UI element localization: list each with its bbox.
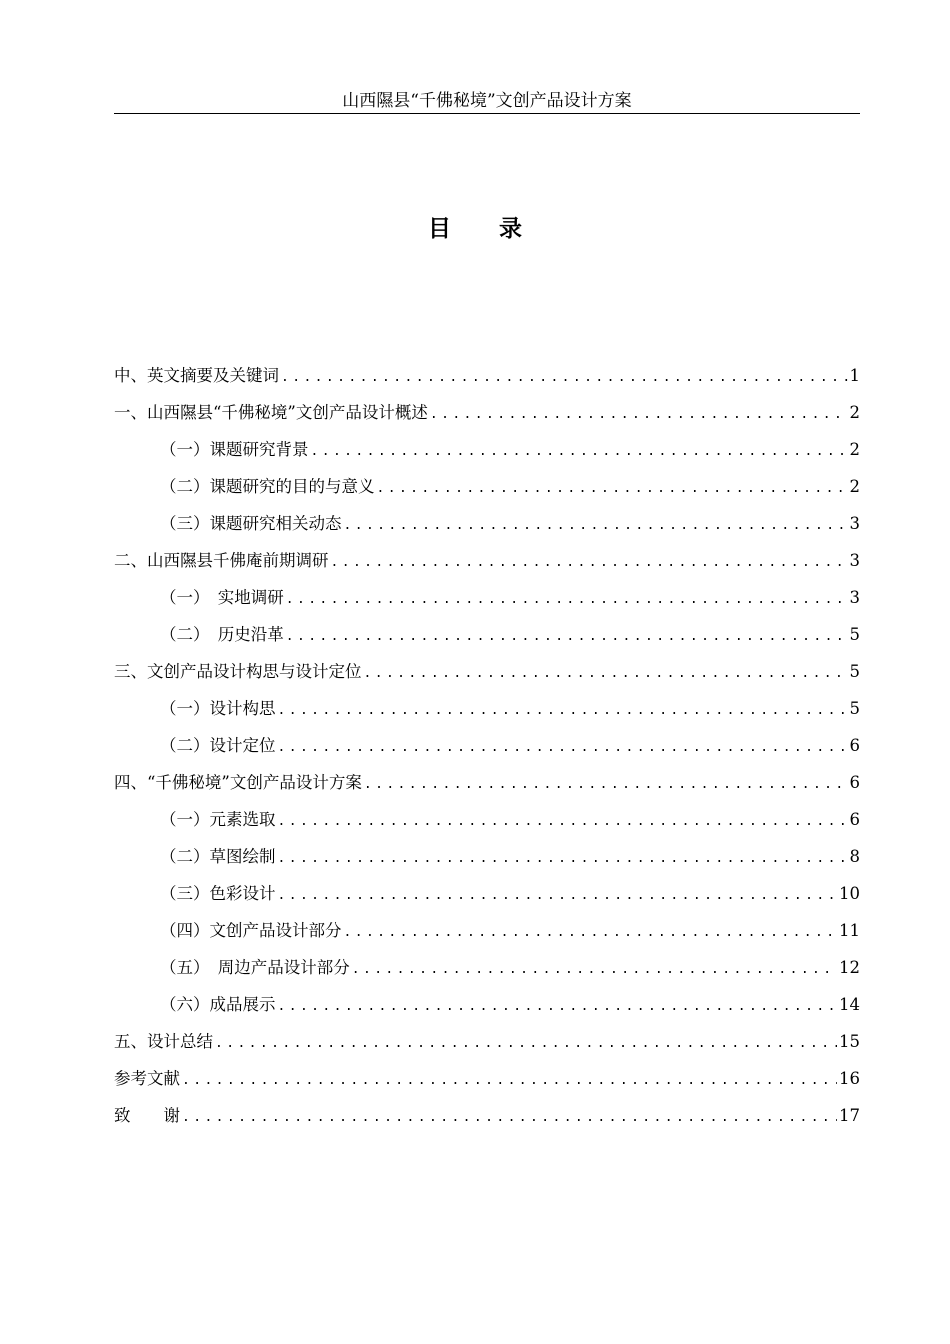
toc-dot-leader [278, 808, 848, 836]
page-header: 山西隰县“千佛秘境”文创产品设计方案 [342, 91, 632, 111]
toc-entry-label: （二）草图绘制 [160, 847, 276, 866]
toc-entry[interactable] [114, 399, 860, 436]
toc-entry-label: 二、山西隰县千佛庵前期调研 [114, 551, 329, 570]
toc-page-number: 3 [849, 551, 860, 570]
toc-entry-label: （三）色彩设计 [160, 884, 276, 903]
toc-entry-label: （六）成品展示 [160, 995, 276, 1014]
toc-title: 目录 [428, 215, 570, 242]
toc-dot-leader [331, 549, 848, 577]
toc-entry-label: 四、“千佛秘境”文创产品设计方案 [114, 773, 362, 792]
toc-dot-leader [377, 475, 848, 503]
toc-entry-label: （二）设计定位 [160, 736, 276, 755]
toc-page-number: 2 [849, 440, 860, 459]
toc-page-number: 6 [849, 810, 860, 829]
toc-dot-leader [281, 364, 848, 392]
toc-dot-leader [278, 882, 838, 910]
toc-dot-leader [430, 401, 848, 429]
toc-page-number: 5 [849, 625, 860, 644]
toc-dot-leader [286, 623, 848, 651]
toc-dot-leader [344, 919, 838, 947]
toc-dot-leader [352, 956, 837, 984]
toc-dot-leader [278, 845, 848, 873]
toc-entry-label: （三）课题研究相关动态 [160, 514, 342, 533]
toc-entry-label: （四）文创产品设计部分 [160, 921, 342, 940]
toc-entry[interactable] [114, 621, 860, 658]
toc-page-number: 2 [849, 403, 860, 422]
toc-entry-label: 五、设计总结 [114, 1032, 213, 1051]
toc-entry-label: （二）课题研究的目的与意义 [160, 477, 375, 496]
toc-page-number: 1 [849, 366, 860, 385]
toc-entry[interactable] [114, 1102, 860, 1139]
toc-page-number: 5 [849, 699, 860, 718]
toc-entry-label: （二） 历史沿革 [160, 625, 284, 644]
toc-entry[interactable] [114, 362, 860, 399]
toc-page-number: 2 [849, 477, 860, 496]
toc-entry[interactable] [114, 1065, 860, 1102]
toc-page-number: 15 [839, 1032, 860, 1051]
toc-page-number: 11 [839, 921, 860, 940]
toc-page-number: 12 [839, 958, 860, 977]
toc-dot-leader [364, 660, 848, 688]
toc-dot-leader [278, 993, 838, 1021]
toc-entry[interactable] [114, 510, 860, 547]
toc-entry[interactable] [114, 732, 860, 769]
toc-entry[interactable] [114, 473, 860, 510]
toc-entry[interactable] [114, 658, 860, 695]
toc-entry-label: （一）元素选取 [160, 810, 276, 829]
toc-entry[interactable] [114, 584, 860, 621]
toc-entry[interactable] [114, 880, 860, 917]
toc-entry[interactable] [114, 1028, 860, 1065]
toc-page-number: 14 [839, 995, 860, 1014]
toc-entry[interactable] [114, 695, 860, 732]
toc-entry[interactable] [114, 769, 860, 806]
table-of-contents [114, 362, 860, 1139]
toc-entry[interactable] [114, 436, 860, 473]
toc-entry[interactable] [114, 843, 860, 880]
toc-dot-leader [278, 734, 848, 762]
header-divider [114, 113, 860, 114]
toc-page-number: 3 [849, 588, 860, 607]
toc-entry-label: 三、文创产品设计构思与设计定位 [114, 662, 362, 681]
toc-page-number: 5 [849, 662, 860, 681]
toc-dot-leader [311, 438, 848, 466]
toc-dot-leader [278, 697, 848, 725]
toc-entry-label: 一、山西隰县“千佛秘境”文创产品设计概述 [114, 403, 428, 422]
toc-dot-leader [344, 512, 848, 540]
toc-entry-label: （五） 周边产品设计部分 [160, 958, 350, 977]
toc-entry-label: （一） 实地调研 [160, 588, 284, 607]
toc-entry[interactable] [114, 917, 860, 954]
toc-dot-leader [286, 586, 848, 614]
toc-page-number: 6 [849, 773, 860, 792]
toc-dot-leader [182, 1104, 837, 1132]
toc-entry[interactable] [114, 806, 860, 843]
toc-dot-leader [215, 1030, 837, 1058]
toc-dot-leader [364, 771, 848, 799]
toc-page-number: 16 [839, 1069, 860, 1088]
toc-entry[interactable] [114, 954, 860, 991]
toc-entry-label: （一）设计构思 [160, 699, 276, 718]
toc-entry[interactable] [114, 991, 860, 1028]
toc-page-number: 3 [849, 514, 860, 533]
toc-entry-label: 参考文献 [114, 1069, 180, 1088]
toc-entry-label: 中、英文摘要及关键词 [114, 366, 279, 385]
toc-page-number: 6 [849, 736, 860, 755]
toc-page-number: 8 [849, 847, 860, 866]
toc-page-number: 17 [839, 1106, 860, 1125]
toc-entry-label: （一）课题研究背景 [160, 440, 309, 459]
toc-entry-label: 致 谢 [114, 1106, 180, 1125]
toc-entry[interactable] [114, 547, 860, 584]
toc-page-number: 10 [839, 884, 860, 903]
toc-dot-leader [182, 1067, 837, 1095]
